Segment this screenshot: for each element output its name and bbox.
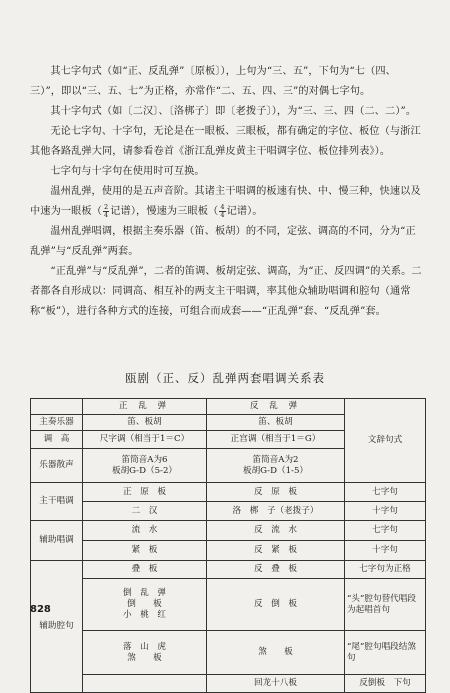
cell-phrase-fan-3: 煞 板: [207, 631, 345, 675]
cell-open-strings-fan: [207, 449, 345, 483]
corner-cell: [31, 399, 83, 415]
paragraph-pentatonic-text-b: 记谱），慢速为三眼板（: [110, 206, 219, 217]
time-signature-2-4: [103, 204, 109, 218]
table-row: [31, 521, 426, 541]
row-label-main-tunes: 主干唱调: [31, 483, 83, 521]
cell-main-zheng-2: 二 汉: [83, 502, 207, 521]
cell-phrase-form-2: “头”腔句替代唱段为起唱首句: [345, 579, 426, 631]
paragraph-positions: 无论七字句、十字句，无论是在一眼板、三眼板，都有确定的字位、板位（与浙江其他各路乱弹大同，请参看卷首《浙江乱弹皮黄主干唱调字位、板位排列表》）。: [30, 126, 421, 157]
table-row: [31, 561, 426, 579]
table-row: [31, 541, 426, 561]
time-signature-4-4: [219, 204, 225, 218]
cell-phrase-zheng-3: [83, 631, 207, 675]
row-label-aux-tunes: 辅助唱调: [31, 521, 83, 561]
cell-aux-zheng-2: 紧 板: [83, 541, 207, 561]
table-row: [31, 579, 426, 631]
cell-instrument-zheng: 笛、板胡: [83, 415, 207, 431]
cell-phrase-form-1: 七字句为正格: [345, 561, 426, 579]
cell-aux-form-1: 七字句: [345, 521, 426, 541]
row-label-aux-phrases: 辅助腔句: [31, 561, 83, 693]
cell-phrase-fan-4: 回龙十八板: [207, 675, 345, 693]
phrase-line: 小 桃 红: [123, 610, 166, 620]
cell-phrase-zheng-4: [83, 675, 207, 693]
header-fan-luantan: 反 乱 弹: [207, 399, 345, 415]
cell-phrase-form-3: “尾”腔句唱段结煞句: [345, 631, 426, 675]
page-number: 828: [30, 604, 51, 615]
relationship-table: [30, 398, 426, 693]
cell-main-form-2: 十字句: [345, 502, 426, 521]
cell-phrase-fan-2: 反 倒 板: [207, 579, 345, 631]
cell-phrase-zheng-1: 叠 板: [83, 561, 207, 579]
phrase-line: 煞 板: [127, 652, 162, 663]
table-row: [31, 502, 426, 521]
cell-aux-fan-2: 反 紧 板: [207, 541, 345, 561]
paragraph-pentatonic: [30, 182, 425, 222]
cell-open-strings-zheng: [83, 449, 207, 483]
row-label-instrument: 主奏乐器: [31, 415, 83, 431]
open-strings-line: 板胡G-D（1-5）: [242, 465, 309, 476]
row-label-open-strings: 乐器散声: [31, 449, 83, 483]
fraction-denominator: 4: [220, 210, 225, 219]
fraction-denominator: 4: [104, 210, 109, 219]
header-zheng-luantan: 正 乱 弹: [83, 399, 207, 415]
cell-phrase-form-4: 反倒板 下句: [345, 675, 426, 693]
cell-phrase-fan-1: 反 叠 板: [207, 561, 345, 579]
cell-key-fan: 正宫调（相当于1＝G）: [207, 431, 345, 449]
paragraph-pentatonic-text-c: 记谱）。: [226, 206, 263, 217]
paragraph-seven-char: 其七字句式（如“正、反乱弹”〔原板〕），上句为“三、五”，下句为“七（四、三）”，即以“三、五、七”为正格，亦常作“二、五、四、三”的对偶七字句。: [30, 66, 396, 97]
paragraph-pentatonic-text-a: 温州乱弹，使用的是五声音阶。其诸主干唱调的板速有快、中、慢三种，快速以及中速为一眼板（: [30, 186, 421, 217]
row-label-key: 调 高: [31, 431, 83, 449]
cell-main-zheng-1: 正 原 板: [83, 483, 207, 502]
paragraph-ten-char: 其十字句式（如〔二汉〕、〔洛梆子〕即〔老拨子〕），为“三、三、四（二、二）”。: [50, 106, 417, 117]
open-strings-line: 笛筒音A为2: [252, 454, 299, 465]
header-text-form: 文辞句式: [345, 399, 426, 483]
phrase-line: 倒 板: [127, 599, 162, 609]
cell-aux-fan-1: 反 流 水: [207, 521, 345, 541]
phrase-line: 落 山 虎: [123, 641, 166, 652]
cell-main-form-1: 七字句: [345, 483, 426, 502]
cell-instrument-fan: 笛、板胡: [207, 415, 345, 431]
table-title: 瓯剧（正、反）乱弹两套唱调关系表: [125, 371, 325, 385]
cell-aux-form-2: 十字句: [345, 541, 426, 561]
fraction-numerator: 2: [104, 203, 109, 211]
table-row: [31, 631, 426, 675]
paragraph-interchange: 七字句与十字句在使用时可互换。: [50, 166, 205, 177]
cell-key-zheng: 尺字调（相当于1＝C）: [83, 431, 207, 449]
table-row: [31, 483, 426, 502]
cell-aux-zheng-1: 流 水: [83, 521, 207, 541]
cell-main-fan-1: 反 原 板: [207, 483, 345, 502]
table-row: [31, 675, 426, 693]
open-strings-line: 板胡G-D（5-2）: [111, 465, 178, 476]
fraction-numerator: 4: [220, 203, 225, 211]
paragraph-relationship: “正乱弹”与“反乱弹”，二者的笛调、板胡定弦、调高，为“正、反四调”的关系。二者都各自形成以：同调高、相互补的两支主干唱调，率其他众辅助唱调和腔句（通常称“板”），进行各种方式的连接，可组合而成套——“正乱弹”套、“反乱弹”套。: [30, 266, 422, 317]
cell-phrase-zheng-2: [83, 579, 207, 631]
phrase-line: 倒 乱 弹: [123, 588, 166, 598]
table-row: [31, 399, 426, 415]
cell-main-fan-2: 洛 梆 子（老拨子）: [207, 502, 345, 521]
open-strings-line: 笛筒音A为6: [121, 454, 168, 465]
paragraph-two-sets: 温州乱弹唱调，根据主奏乐器（笛、板胡）的不同，定弦、调高的不同，分为“正乱弹”与“反乱弹”两套。: [30, 226, 416, 257]
